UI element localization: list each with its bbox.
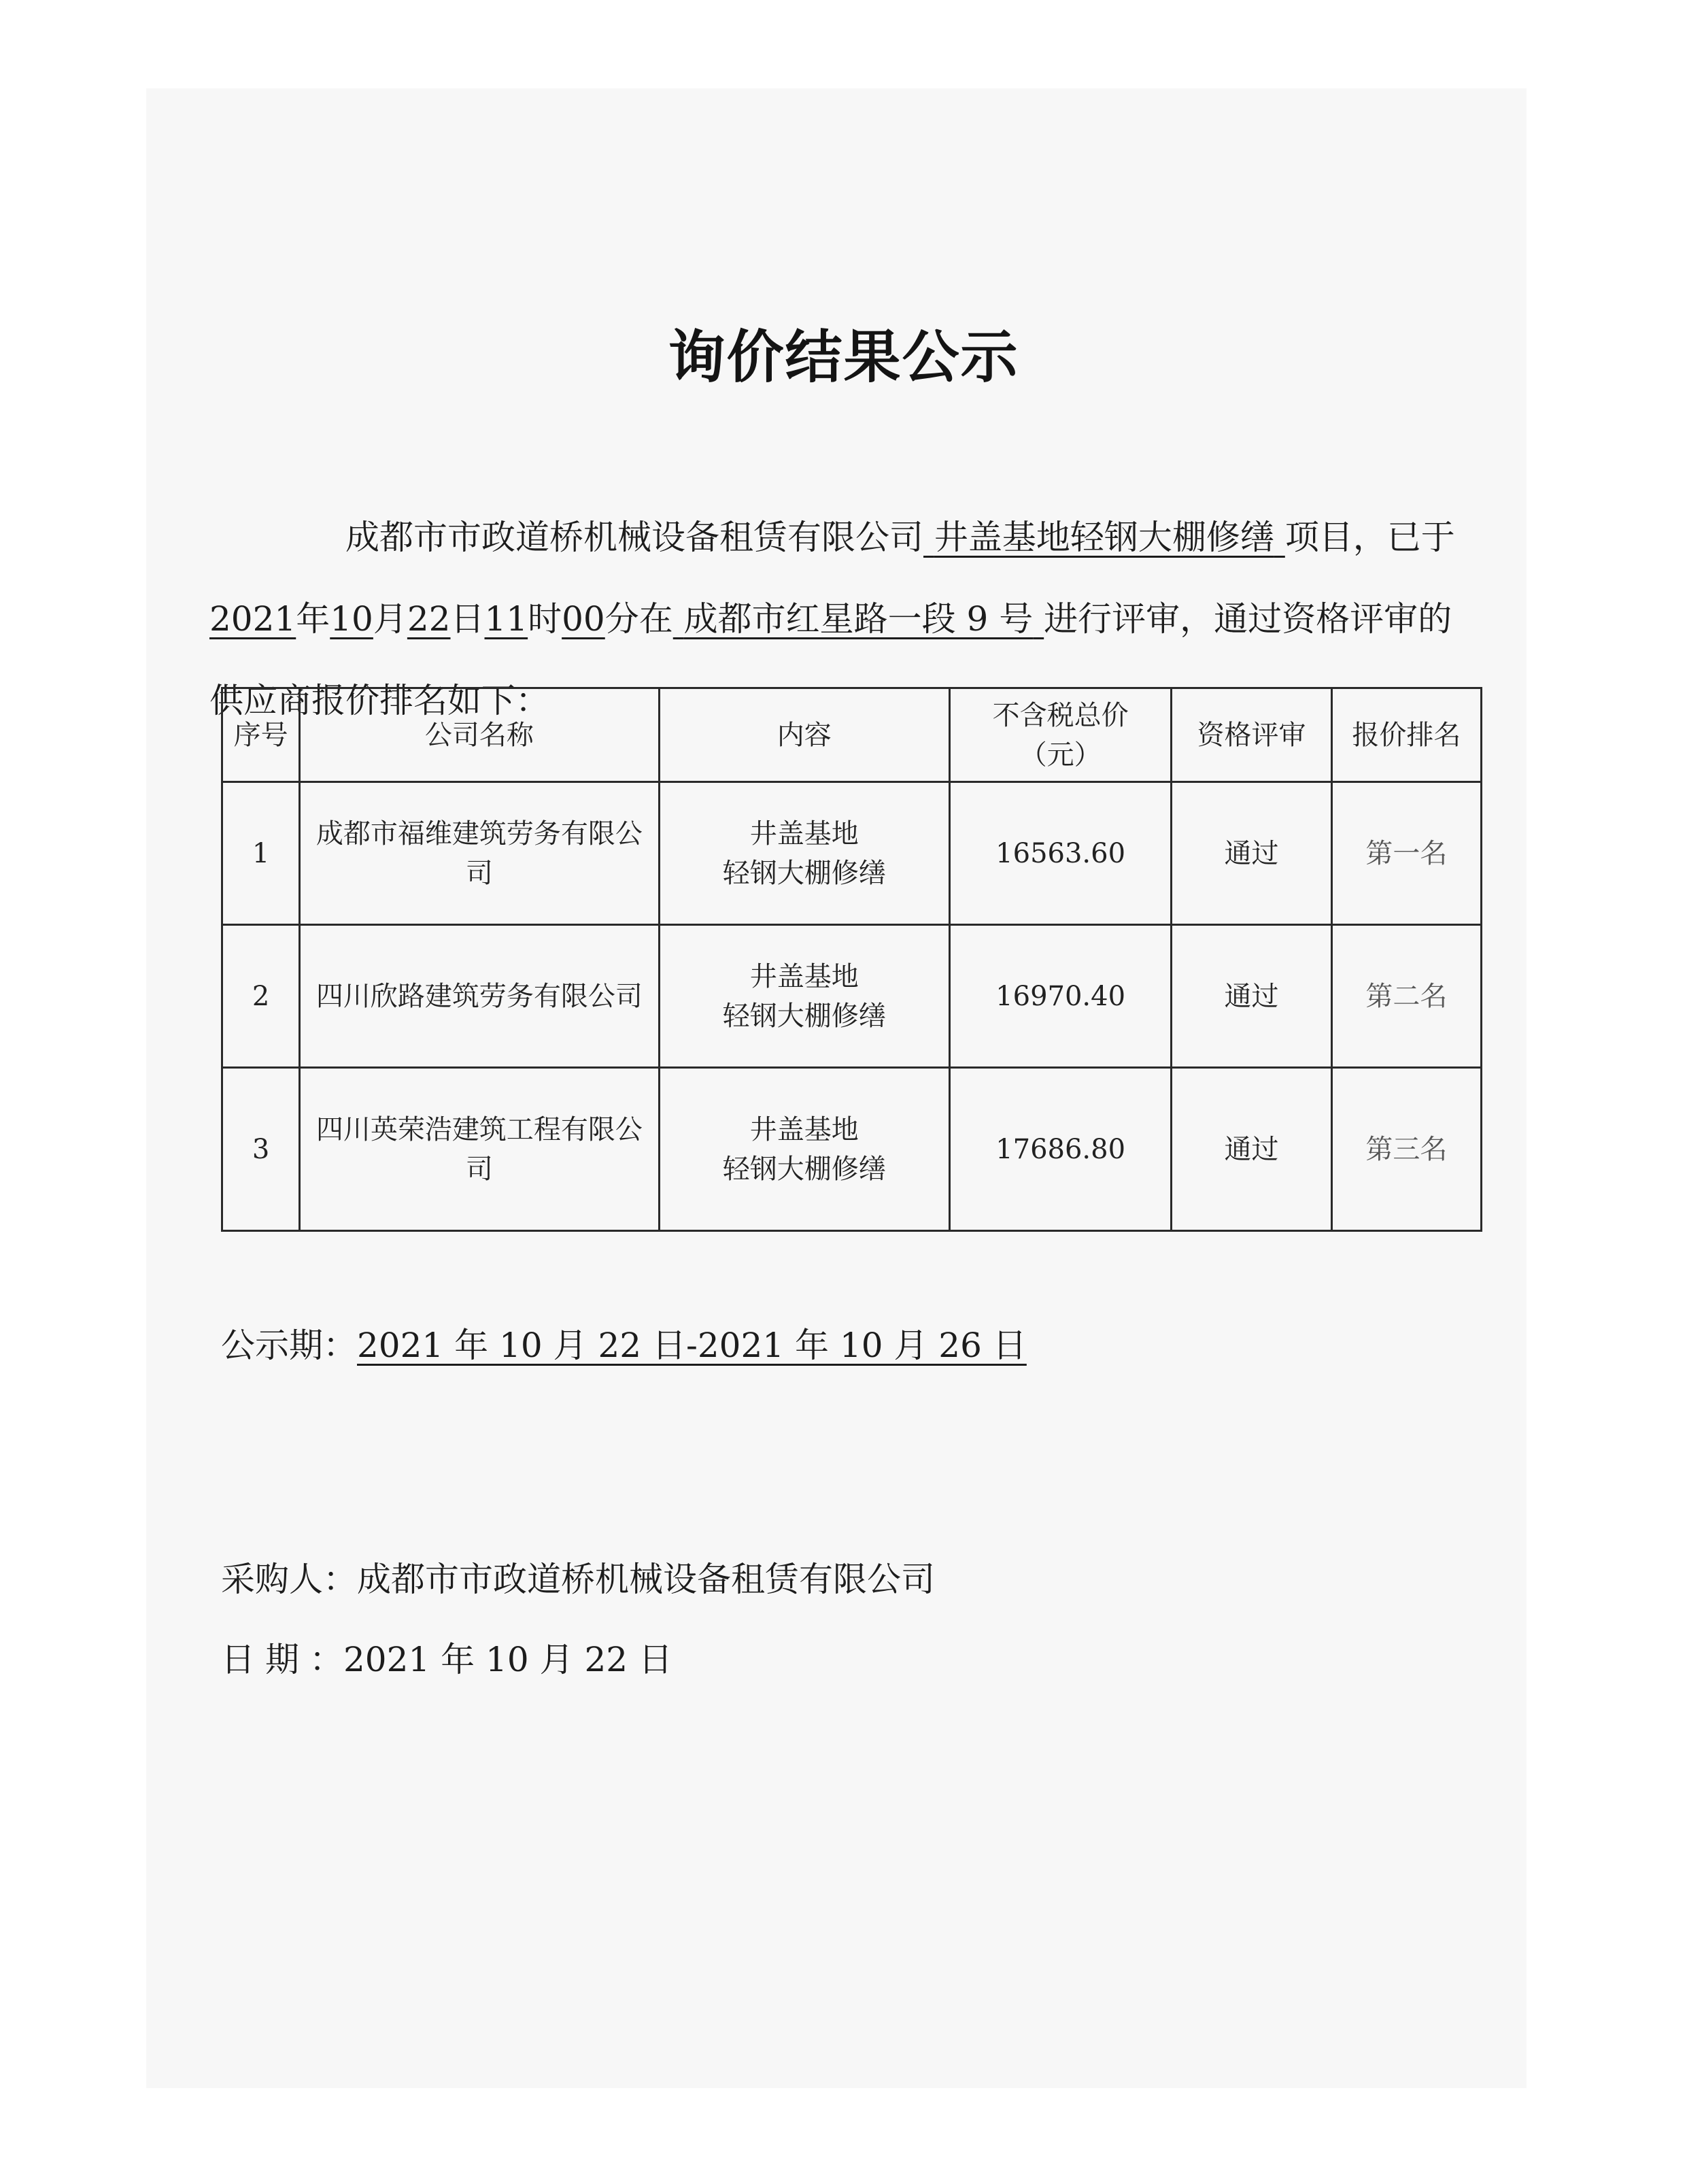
intro-project-suffix: 项目，已于 — [1284, 518, 1455, 557]
cell-rank: 第二名 — [1331, 925, 1481, 1068]
cell-qualification: 通过 — [1172, 1068, 1331, 1231]
intro-line-1 — [209, 497, 1488, 578]
table-row — [222, 925, 1482, 1068]
period-value: 2021 年 10 月 22 日-2021 年 10 月 26 日 — [357, 1326, 1027, 1365]
cell-price: 16563.60 — [949, 782, 1171, 925]
cell-qualification: 通过 — [1172, 782, 1331, 925]
date-value: 2021 年 10 月 22 日 — [343, 1640, 672, 1679]
header-seq: 序号 — [222, 688, 300, 782]
intro-month: 10 — [330, 599, 373, 639]
table-row — [222, 782, 1482, 925]
cell-seq: 3 — [222, 1068, 300, 1231]
intro-minute: 00 — [562, 599, 605, 639]
header-qualification: 资格评审 — [1172, 688, 1331, 782]
cell-content: 井盖基地 轻钢大棚修缮 — [659, 782, 949, 925]
intro-line-2: 2021年10月22日11时00分在 成都市红星路一段 9 号 进行评审，通过资格评审的 — [209, 599, 1452, 639]
cell-company: 成都市福维建筑劳务有限公司 — [300, 782, 659, 925]
cell-qualification: 通过 — [1172, 925, 1331, 1068]
purchaser-label: 采购人： — [221, 1560, 357, 1599]
cell-content: 井盖基地 轻钢大棚修缮 — [659, 925, 949, 1068]
intro-line-3: 供应商报价排名如下： — [209, 681, 549, 720]
cell-seq: 1 — [222, 782, 300, 925]
page-title: 询价结果公示 — [668, 324, 1019, 390]
intro-hour: 11 — [484, 599, 528, 639]
intro-project-name: 井盖基地轻钢大棚修缮 — [934, 518, 1274, 557]
ranking-table — [221, 687, 1482, 1232]
header-content: 内容 — [659, 688, 949, 782]
announcement-period — [221, 1318, 1027, 1367]
intro-day: 22 — [407, 599, 451, 639]
cell-company: 四川欣路建筑劳务有限公司 — [300, 925, 659, 1068]
purchaser-value: 成都市市政道桥机械设备租赁有限公司 — [357, 1560, 935, 1599]
cell-price: 16970.40 — [949, 925, 1171, 1068]
header-price: 不含税总价 （元） — [949, 688, 1171, 782]
date-line — [221, 1632, 672, 1681]
intro-location: 成都市红星路一段 9 号 — [683, 599, 1034, 639]
cell-rank: 第三名 — [1331, 1068, 1481, 1231]
cell-content: 井盖基地 轻钢大棚修缮 — [659, 1068, 949, 1231]
purchaser-line — [221, 1552, 935, 1601]
table-header-row — [222, 688, 1482, 782]
intro-review-text: 进行评审，通过资格评审的 — [1044, 599, 1452, 639]
intro-purchaser: 成都市市政道桥机械设备租赁有限公司 — [345, 518, 923, 557]
cell-company: 四川英荣浩建筑工程有限公司 — [300, 1068, 659, 1231]
cell-seq: 2 — [222, 925, 300, 1068]
cell-rank: 第一名 — [1331, 782, 1481, 925]
header-company: 公司名称 — [300, 688, 659, 782]
header-rank: 报价排名 — [1331, 688, 1481, 782]
date-label: 日期： — [221, 1640, 343, 1679]
period-label: 公示期： — [221, 1326, 357, 1365]
cell-price: 17686.80 — [949, 1068, 1171, 1231]
intro-year: 2021 — [209, 599, 296, 639]
table-row — [222, 1068, 1482, 1231]
